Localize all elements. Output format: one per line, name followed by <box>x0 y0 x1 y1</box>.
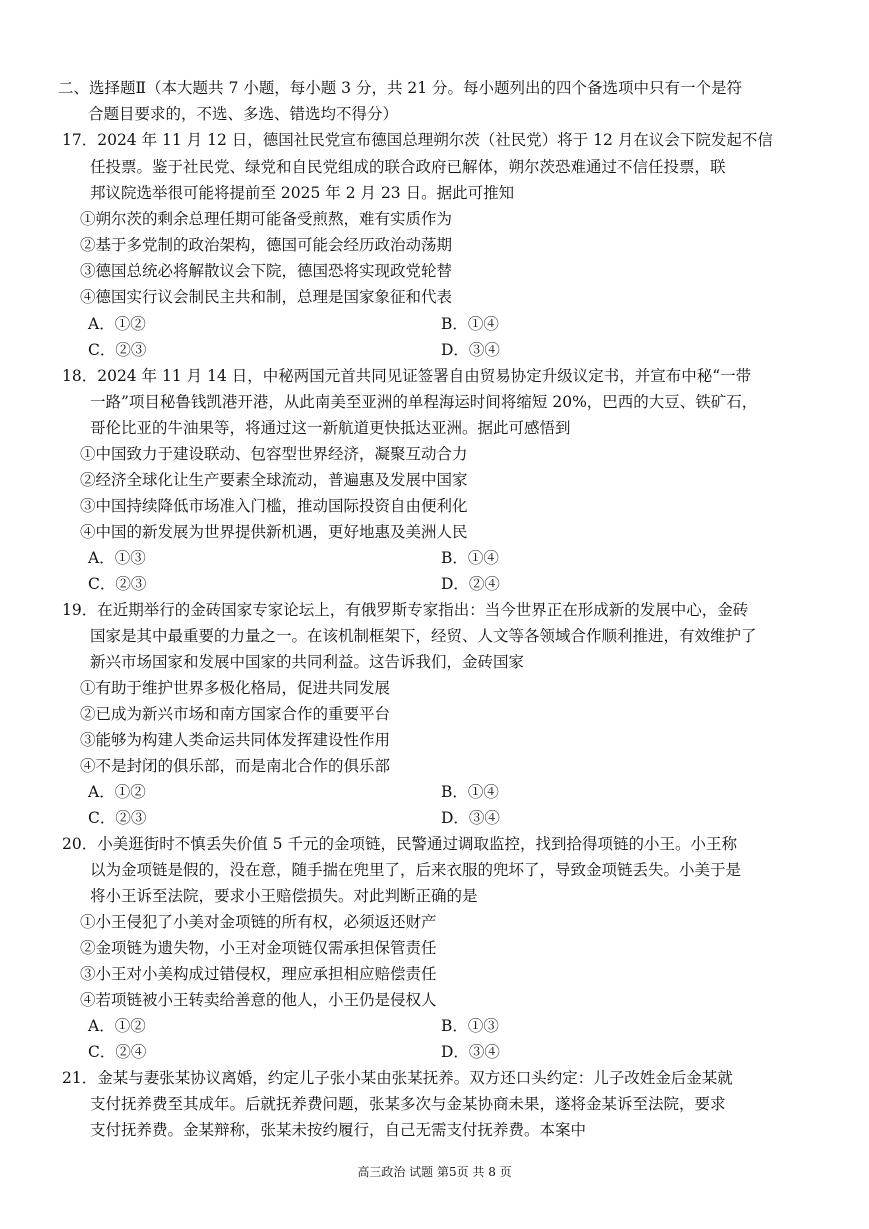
q18-option-b: B．①④ <box>441 549 499 567</box>
q19-statement: ④不是封闭的俱乐部，而是南北合作的俱乐部 <box>80 757 391 775</box>
q17-statement: ②基于多党制的政治架构，德国可能会经历政治动荡期 <box>80 236 453 254</box>
q20-option-b: B．①③ <box>441 1017 499 1035</box>
q19-statement: ①有助于维护世界多极化格局，促进共同发展 <box>80 679 391 697</box>
q18-option-c: C．②③ <box>88 575 147 593</box>
q17-option-c: C．②③ <box>88 341 147 359</box>
q19-option-a: A．①② <box>88 783 146 801</box>
page-footer: 高三政治 试题 第5页 共 8 页 <box>357 1165 512 1179</box>
q18-statement: ①中国致力于建设联动、包容型世界经济，凝聚互动合力 <box>80 445 468 463</box>
q21-stem-line: 21．金某与妻张某协议离婚，约定儿子张小某由张某抚养。双方还口头约定：儿子改姓金后金某就 <box>62 1069 733 1087</box>
q20-stem-line: 将小王诉至法院，要求小王赔偿损失。对此判断正确的是 <box>90 887 478 905</box>
q19-option-c: C．②③ <box>88 809 147 827</box>
q17-statement: ③德国总统必将解散议会下院，德国恐将实现政党轮替 <box>80 262 453 280</box>
q18-stem-line: 哥伦比亚的牛油果等，将通过这一新航道更快抵达亚洲。据此可感悟到 <box>90 419 571 437</box>
q20-stem-line: 20．小美逛街时不慎丢失价值 5 千元的金项链，民警通过调取监控，找到拾得项链的小王。小王称 <box>62 835 737 853</box>
q17-stem-line: 任投票。鉴于社民党、绿党和自民党组成的联合政府已解体，朔尔茨恐难通过不信任投票，联 <box>90 158 726 176</box>
q18-statement: ④中国的新发展为世界提供新机遇，更好地惠及美洲人民 <box>80 523 468 541</box>
q18-statement: ③中国持续降低市场准入门槛，推动国际投资自由便利化 <box>80 497 468 515</box>
q19-stem-line: 国家是其中最重要的力量之一。在该机制框架下，经贸、人文等各领域合作顺利推进，有效维护了 <box>90 627 757 645</box>
q17-option-a: A．①② <box>88 315 146 333</box>
q19-option-b: B．①④ <box>441 783 499 801</box>
q21-stem-line: 支付抚养费至其成年。后就抚养费问题，张某多次与金某协商未果，遂将金某诉至法院，要求 <box>90 1095 726 1113</box>
q18-stem-line: 一路”项目秘鲁钱凯港开港，从此南美至亚洲的单程海运时间将缩短 20%，巴西的大豆、铁矿石， <box>90 393 758 411</box>
q17-stem-line: 邦议院选举很可能将提前至 2025 年 2 月 23 日。据此可推知 <box>90 184 515 202</box>
q20-statement: ④若项链被小王转卖给善意的他人，小王仍是侵权人 <box>80 991 437 1009</box>
q19-option-d: D．③④ <box>441 809 500 827</box>
q17-stem-line: 17．2024 年 11 月 12 日，德国社民党宣布德国总理朔尔茨（社民党）将于 12 月在议会下院发起不信 <box>62 131 773 149</box>
q20-statement: ①小王侵犯了小美对金项链的所有权，必须返还财产 <box>80 913 437 931</box>
q18-stem-line: 18．2024 年 11 月 14 日，中秘两国元首共同见证签署自由贸易协定升级议定书，并宣布中秘“一带 <box>62 367 752 385</box>
q20-stem-line: 以为金项链是假的，没在意，随手揣在兜里了，后来衣服的兜坏了，导致金项链丢失。小美于是 <box>90 861 742 879</box>
q20-statement: ②金项链为遗失物，小王对金项链仅需承担保管责任 <box>80 939 437 957</box>
q20-option-a: A．①② <box>88 1017 146 1035</box>
q19-stem-line: 19．在近期举行的金砖国家专家论坛上，有俄罗斯专家指出：当今世界正在形成新的发展中心，金砖 <box>62 601 749 619</box>
q20-option-c: C．②④ <box>88 1043 147 1061</box>
q19-stem-line: 新兴市场国家和发展中国家的共同利益。这告诉我们，金砖国家 <box>90 653 525 671</box>
section-heading: 二、选择题Ⅱ（本大题共 7 小题，每小题 3 分，共 21 分。每小题列出的四个备选项中只有一个是符 <box>58 79 743 97</box>
q19-statement: ③能够为构建人类命运共同体发挥建设性作用 <box>80 731 391 749</box>
q17-option-d: D．③④ <box>441 341 500 359</box>
section-heading-cont: 合题目要求的，不选、多选、错选均不得分） <box>88 105 399 123</box>
q18-statement: ②经济全球化让生产要素全球流动，普遍惠及发展中国家 <box>80 471 468 489</box>
q20-option-d: D．③④ <box>441 1043 500 1061</box>
q20-statement: ③小王对小美构成过错侵权，理应承担相应赔偿责任 <box>80 965 437 983</box>
q18-option-a: A．①③ <box>88 549 146 567</box>
q21-stem-line: 支付抚养费。金某辩称，张某未按约履行，自己无需支付抚养费。本案中 <box>90 1121 587 1139</box>
q17-statement: ④德国实行议会制民主共和制，总理是国家象征和代表 <box>80 288 453 306</box>
q17-statement: ①朔尔茨的剩余总理任期可能备受煎熬，难有实质作为 <box>80 210 453 228</box>
q17-option-b: B．①④ <box>441 315 499 333</box>
q19-statement: ②已成为新兴市场和南方国家合作的重要平台 <box>80 705 391 723</box>
q18-option-d: D．②④ <box>441 575 500 593</box>
